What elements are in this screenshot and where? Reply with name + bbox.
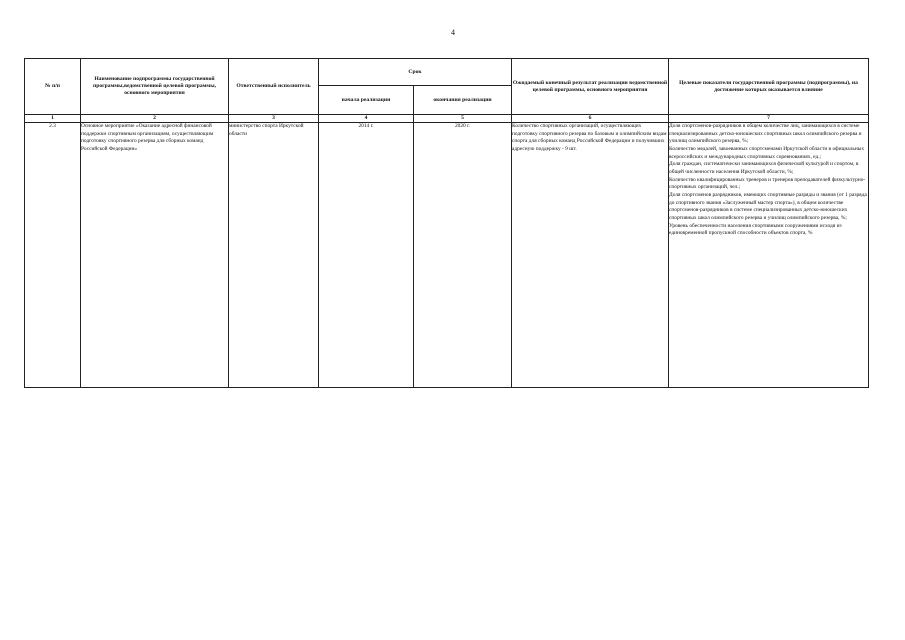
column-number: 1 — [25, 115, 81, 123]
row-end: 2020 г. — [414, 123, 512, 388]
indicator-item: Количество квалифицированных тренеров и тренеров преподавателей физкультурно-спортивных организаций, чел.; — [669, 176, 866, 191]
column-number: 3 — [229, 115, 319, 123]
header-executor: Ответственный исполнитель — [229, 59, 319, 115]
header-term: Срок — [319, 59, 512, 86]
row-indicators — [669, 123, 869, 388]
indicator-item: Доля спортсменов разрядников, имеющих спортивные разряды и звания (от 1 разряда до спортивного звания «Заслуженный мастер спорта»), в общем количестве спортсменов-разрядников в системе специализированных детско-юношеских спортивных школ олимпийского резерва и училищ олимпийского резерва, %; — [669, 192, 867, 222]
row-start: 2014 г. — [319, 123, 414, 388]
indicator-item: Количество медалей, завоеванных спортсменами Иркутской области в официальных всероссийских и международных спортивных соревнованиях, ед.; — [669, 146, 865, 160]
column-number: 4 — [319, 115, 414, 123]
header-indicators: Целевые показатели государственной программы (подпрограммы), на достижение которых оказывается влияние — [669, 59, 869, 115]
indicator-item: Доля граждан, систематически занимающихся физической культурой и спортом, в общей численности населения Иркутской области, %; — [669, 161, 859, 176]
header-result: Ожидаемый конечный результат реализации ведомственной целевой программы, основного мероприятия — [512, 59, 669, 115]
column-number: 7 — [669, 115, 869, 123]
row-result: Количество спортивных организаций, осуществляющих подготовку спортивного резерва по базовым и олимпийским видам спорта для сборных команд Российской Федерации и получивших адресную поддержку - 9 шт. — [512, 123, 669, 388]
row-number: 2.3 — [25, 123, 81, 388]
program-table — [24, 58, 869, 388]
header-end: окончания реализации — [414, 86, 512, 115]
column-number: 5 — [414, 115, 512, 123]
row-executor: министерство спорта Иркутской области — [229, 123, 319, 388]
indicator-item: Уровень обеспеченности населения спортивными сооружениями исходя из единовременной пропускной способности объектов спорта, % — [669, 222, 842, 237]
row-name: Основное мероприятие «Оказание адресной финансовой поддержки спортивным организациям, осуществляющим подготовку спортивного резерва для сборных команд Российской Федерации» — [81, 123, 229, 388]
column-number: 6 — [512, 115, 669, 123]
column-number: 2 — [81, 115, 229, 123]
indicator-item: Доля спортсменов-разрядников в общем количестве лиц, занимающихся в системе специализированных детско-юношеских спортивных школ олимпийского резерва и училищ олимпийского резерва, %; — [669, 123, 862, 145]
page-number: 4 — [451, 28, 455, 37]
header-name: Наименование подпрограммы государственной программы,ведомственной целевой программы, основного мероприятия — [81, 59, 229, 115]
header-start: начала реализации — [319, 86, 414, 115]
header-number: № п/п — [25, 59, 81, 115]
